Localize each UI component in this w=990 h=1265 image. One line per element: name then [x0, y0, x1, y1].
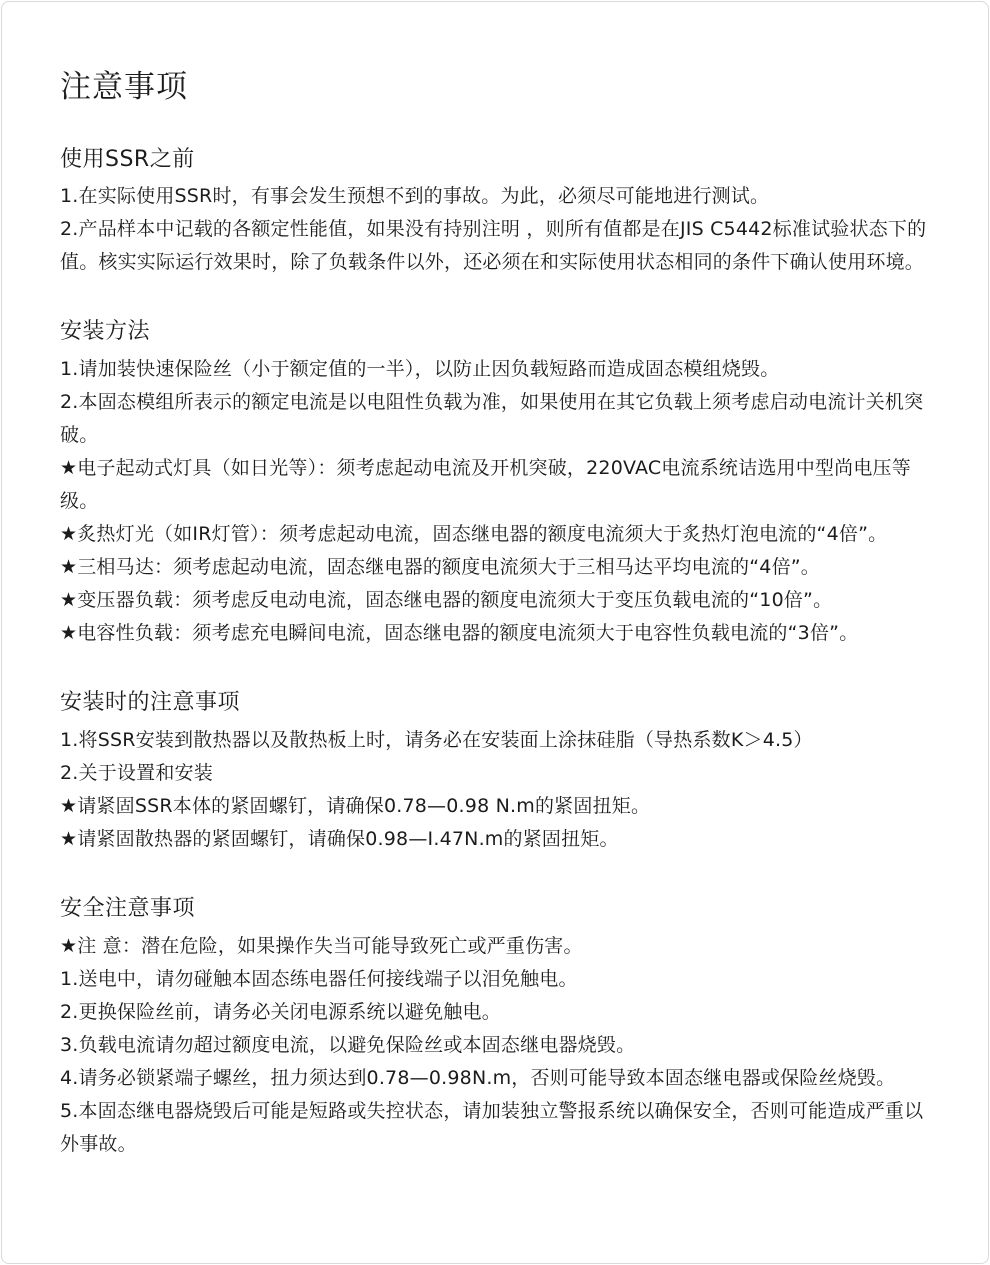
paragraph: ★变压器负载：须考虑反电动电流，固态继电器的额度电流须大于变压负载电流的“10倍”。	[60, 589, 833, 612]
page-title: 注意事项	[60, 69, 188, 105]
section-heading: 安装方法	[60, 319, 151, 345]
section-installation-precautions	[60, 688, 938, 856]
paragraph: 1.请加装快速保险丝（小于额定值的一半），以防止因负载短路而造成固态模组烧毁。	[60, 358, 780, 381]
section-heading: 安装时的注意事项	[60, 690, 241, 716]
paragraph: 2.本固态模组所表示的额定电流是以电阻性负载为准，如果使用在其它负载上须考虑启动电流计关机突破。	[60, 391, 924, 447]
paragraph: 3.负载电流请勿超过额度电流，以避免保险丝或本固态继电器烧毁。	[60, 1033, 636, 1056]
paragraph: ★请紧固SSR本体的紧固螺钉，请确保0.78—0.98 N.m的紧固扭矩。	[60, 794, 651, 817]
paragraph: ★电容性负载：须考虑充电瞬间电流，固态继电器的额度电流须大于电容性负载电流的“3倍”。	[60, 622, 859, 645]
paragraph: 1.将SSR安装到散热器以及散热板上时，请务必在安装面上涂抹硅脂（导热系数K＞4.5）	[60, 728, 813, 751]
section-before-using-ssr	[60, 145, 938, 280]
paragraph: 1.送电中，请勿碰触本固态练电器任何接线端子以泪免触电。	[60, 967, 578, 990]
paragraph: 2.更换保险丝前，请务必关闭电源系统以避免触电。	[60, 1000, 501, 1023]
paragraph: ★电子起动式灯具（如日光等）：须考虑起动电流及开机突破，220VAC电流系统诘选用中型尚电压等级。	[60, 457, 911, 513]
paragraph: 4.请务必锁紧端子螺丝，扭力须达到0.78—0.98N.m，否则可能导致本固态继电器或保险丝烧毁。	[60, 1066, 896, 1089]
paragraph: ★三相马达：须考虑起动电流，固态继电器的额度电流须大于三相马达平均电流的“4倍”。	[60, 556, 821, 579]
section-heading: 使用SSR之前	[60, 146, 195, 172]
paragraph: ★请紧固散热器的紧固螺钉，请确保0.98—I.47N.m的紧固扭矩。	[60, 827, 619, 850]
paragraph: 2.产品样本中记载的各额定性能值，如果没有持别注明 ，则所有值都是在JIS C5442标准试验状态下的值。核实实际运行效果时，除了负载条件以外，还必须在和实际使用状态相同的条件下确认使用环境。	[60, 218, 927, 274]
paragraph: 2.关于设置和安装	[60, 761, 213, 784]
section-installation-method	[60, 317, 938, 650]
section-heading: 安全注意事项	[60, 895, 196, 921]
paragraph: ★炙热灯光（如IR灯管）：须考虑起动电流，固态继电器的额度电流须大于炙热灯泡电流的“4倍”。	[60, 523, 888, 546]
paragraph: ★注 意：潜在危险，如果操作失当可能导致死亡或严重伤害。	[60, 934, 583, 957]
section-safety-precautions	[60, 894, 938, 1161]
paragraph: 1.在实际使用SSR时，有事会发生预想不到的事故。为此，必须尽可能地进行测试。	[60, 185, 770, 208]
paragraph: 5.本固态继电器烧毁后可能是短路或失控状态，请加装独立警报系统以确保安全，否则可能造成严重以外事故。	[60, 1099, 924, 1155]
